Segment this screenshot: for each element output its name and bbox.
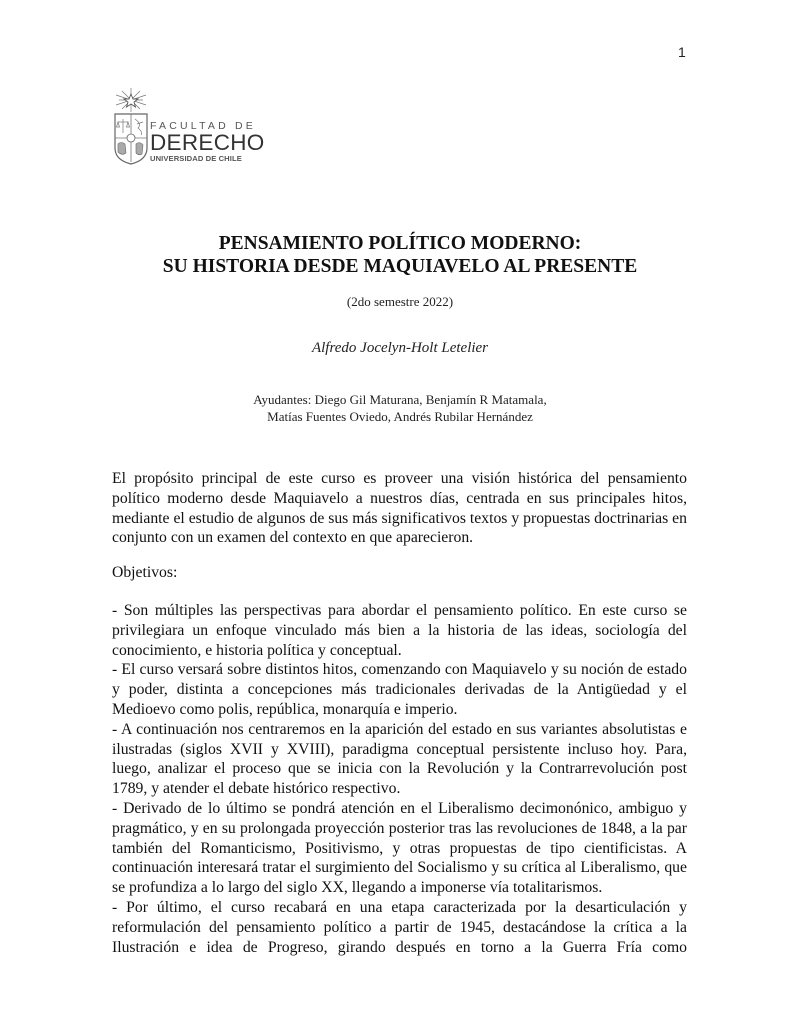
objectives-list xyxy=(112,601,687,957)
objective-item: - Derivado de lo último se pondrá atención en el Liberalismo decimonónico, ambiguo y pragmático, y en su prolongada proyección posterior tras las revoluciones de 1848, a la par también del Romanticismo, Positivismo, y otras propuestas de tipo cientificistas. A continuación interesará tratar el surgimiento del Socialismo y su crítica al Liberalismo, que se profundiza a lo largo del siglo XX, llegando a imponerse vía totalitarismos. xyxy=(112,799,687,897)
objective-item: - Son múltiples las perspectivas para abordar el pensamiento político. En este curso se privilegiara un enfoque vinculado más bien a la historia de las ideas, sociología del conocimiento, e historia política y conceptual. xyxy=(112,602,687,659)
title-line-2: SU HISTORIA DESDE MAQUIAVELO AL PRESENTE xyxy=(162,256,638,277)
objective-item: - Por último, el curso recabará en una etapa caracterizada por la desarticulación y reformulación del pensamiento político a partir de 1945, destacándose la crítica a la Ilustración e idea de Progreso, girando después en torno a la Guerra Fría como xyxy=(112,898,687,956)
university-crest-icon xyxy=(112,86,152,166)
objective-item: - A continuación nos centraremos en la aparición del estado en sus variantes absolutistas e ilustradas (siglos XVII y XVIII), paradigma conceptual persistente incluso hoy. Para, luego, analizar el proceso que se inicia con la Revolución y la Contrarrevolución post 1789, y atender el debate histórico respectivo. xyxy=(112,720,687,798)
logo-wordmark xyxy=(150,120,265,163)
document-title xyxy=(0,232,800,278)
assistants-line-2: Matías Fuentes Oviedo, Andrés Rubilar Hernández xyxy=(267,409,533,424)
teaching-assistants xyxy=(0,391,800,425)
course-purpose-paragraph: El propósito principal de este curso es proveer una visión histórica del pensamiento político moderno desde Maquiavelo a nuestros días, centrada en sus principales hitos, mediante el estudio de algunos de sus más significativos textos y propuestas doctrinarias en conjunto con un examen del contexto en que aparecieron. xyxy=(112,470,687,547)
logo-facultad-de: FACULTAD DE xyxy=(150,120,256,132)
objective-item: - El curso versará sobre distintos hitos, comenzando con Maquiavelo y su noción de estado y poder, distinta a concepciones más tradicionales derivadas de la Antigüedad y el Medioevo como polis, república, monarquía e imperio. xyxy=(112,661,687,718)
author-name: Alfredo Jocelyn-Holt Letelier xyxy=(311,340,489,356)
page-number: 1 xyxy=(678,44,686,60)
semester-label: (2do semestre 2022) xyxy=(346,294,454,309)
title-line-1: PENSAMIENTO POLÍTICO MODERNO: xyxy=(218,233,582,254)
assistants-line-1: Ayudantes: Diego Gil Maturana, Benjamín R Matamala, xyxy=(253,392,547,407)
faculty-logo xyxy=(112,86,265,166)
logo-universidad-de-chile: UNIVERSIDAD DE CHILE xyxy=(150,154,242,163)
objectives-heading: Objetivos: xyxy=(112,564,178,581)
logo-derecho: DERECHO xyxy=(150,130,265,155)
